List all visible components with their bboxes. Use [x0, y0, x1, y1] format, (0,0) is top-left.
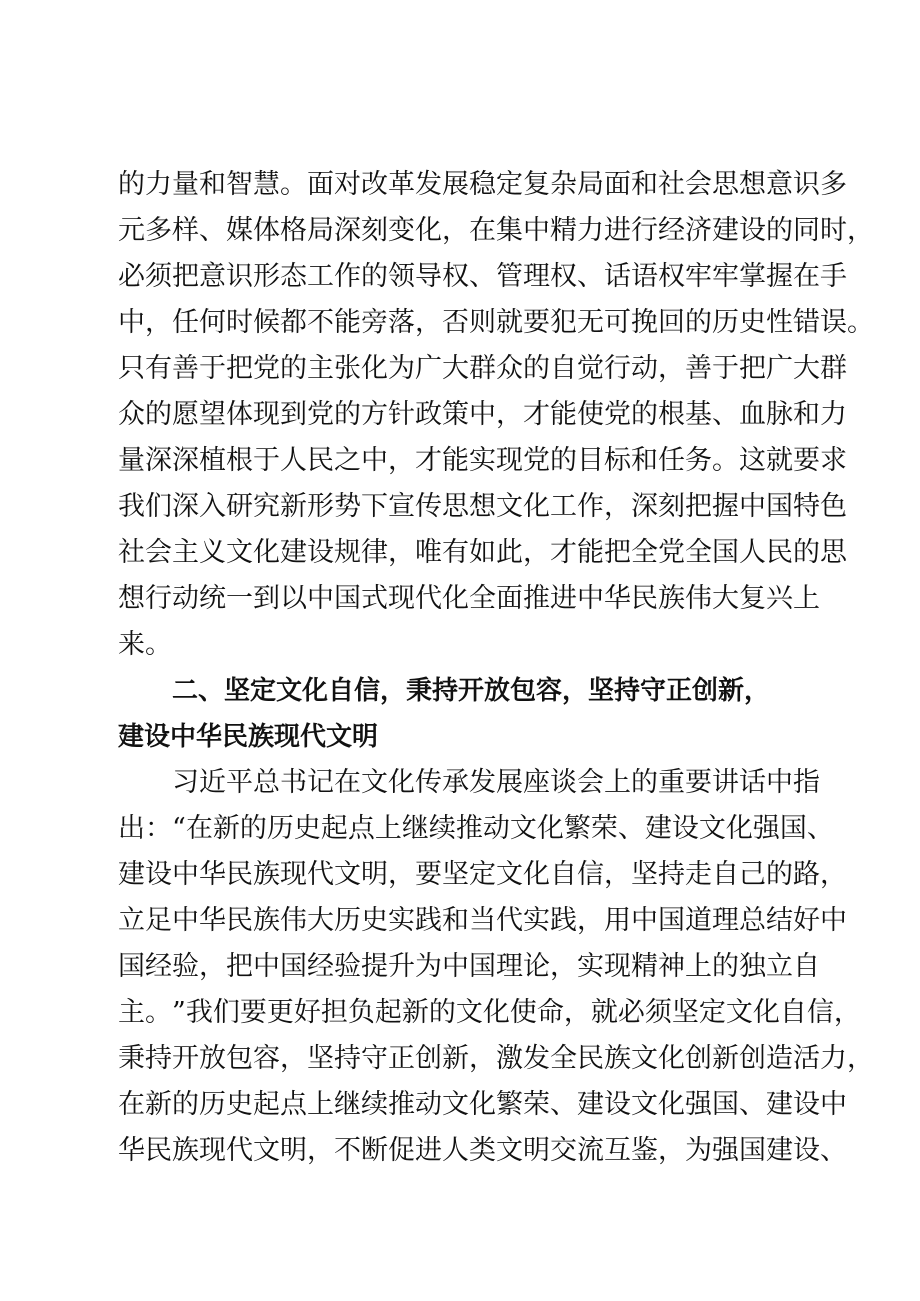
text-line: 出 ： “ 在 新 的 历 史 起 点 上 继 续 推 动 文 化 繁 荣 、 建 设 文 化 强 国 、 [118, 813, 834, 844]
text-line: 中 ， 任 何 时 候 都 不 能 旁 落 ， 否 则 就 要 犯 无 可 挽 回 的 历 史 性 错 误 。 [118, 307, 874, 338]
heading-line: 建设中华民族现代文明 [118, 722, 379, 752]
text-line: 建 设 中 华 民 族 现 代 文 明 ， 要 坚 定 文 化 自 信 ， 坚 持 走 自 己 的 路 ， [118, 859, 847, 890]
text-line: 在 新 的 历 史 起 点 上 继 续 推 动 文 化 繁 荣 、 建 设 文 化 强 国 、 建 设 中 [118, 1089, 847, 1120]
text-line: 必 须 把 意 识 形 态 工 作 的 领 导 权 、 管 理 权 、 话 语 权 牢 牢 掌 握 在 手 [118, 261, 847, 292]
text-line: 元 多 样 、 媒 体 格 局 深 刻 变 化 ， 在 集 中 精 力 进 行 经 济 建 设 的 同 时 ， [118, 215, 874, 246]
text-line: 只 有 善 于 把 党 的 主 张 化 为 广 大 群 众 的 自 觉 行 动 ， 善 于 把 广 大 群 [118, 353, 847, 384]
text-line: 立 足 中 华 民 族 伟 大 历 史 实 践 和 当 代 实 践 ， 用 中 国 道 理 总 结 好 中 [118, 905, 847, 936]
text-line: 主 。 ” 我 们 要 更 好 担 负 起 新 的 文 化 使 命 ， 就 必 须 坚 定 文 化 自 信 ， [118, 997, 861, 1028]
text-line: 量 深 深 植 根 于 人 民 之 中 ， 才 能 实 现 党 的 目 标 和 任 务 。 这 就 要 求 [118, 445, 847, 476]
section-heading-2 [118, 668, 808, 760]
paragraph-1 [118, 162, 874, 668]
text-line: 习 近 平 总 书 记 在 文 化 传 承 发 展 座 谈 会 上 的 重 要 讲 话 中 指 [172, 767, 820, 798]
text-line: 社 会 主 义 文 化 建 设 规 律 ， 唯 有 如 此 ， 才 能 把 全 党 全 国 人 民 的 思 [118, 537, 847, 568]
paragraph-2 [118, 760, 874, 1174]
text-line: 我 们 深 入 研 究 新 形 势 下 宣 传 思 想 文 化 工 作 ， 深 刻 把 握 中 国 特 色 [118, 491, 847, 522]
text-line: 国 经 验 ， 把 中 国 经 验 提 升 为 中 国 理 论 ， 实 现 精 神 上 的 独 立 自 [118, 951, 820, 982]
heading-line: 二、坚定文化自信，秉持开放包容，坚持守正创新， [172, 676, 771, 706]
text-line: 来。 [118, 629, 172, 660]
text-line: 众 的 愿 望 体 现 到 党 的 方 针 政 策 中 ， 才 能 使 党 的 根 基 、 血 脉 和 力 [118, 399, 847, 430]
text-line: 华 民 族 现 代 文 明 ， 不 断 促 进 人 类 文 明 交 流 互 鉴 ， 为 强 国 建 设 、 [118, 1135, 847, 1166]
text-line: 的 力 量 和 智 慧 。 面 对 改 革 发 展 稳 定 复 杂 局 面 和 社 会 思 想 意 识 多 [118, 169, 847, 200]
text-line: 秉 持 开 放 包 容 ， 坚 持 守 正 创 新 ， 激 发 全 民 族 文 化 创 新 创 造 活 力 ， [118, 1043, 874, 1074]
text-line: 想 行 动 统 一 到 以 中 国 式 现 代 化 全 面 推 进 中 华 民 族 伟 大 复 兴 上 [118, 583, 820, 614]
document-body [118, 162, 874, 1174]
